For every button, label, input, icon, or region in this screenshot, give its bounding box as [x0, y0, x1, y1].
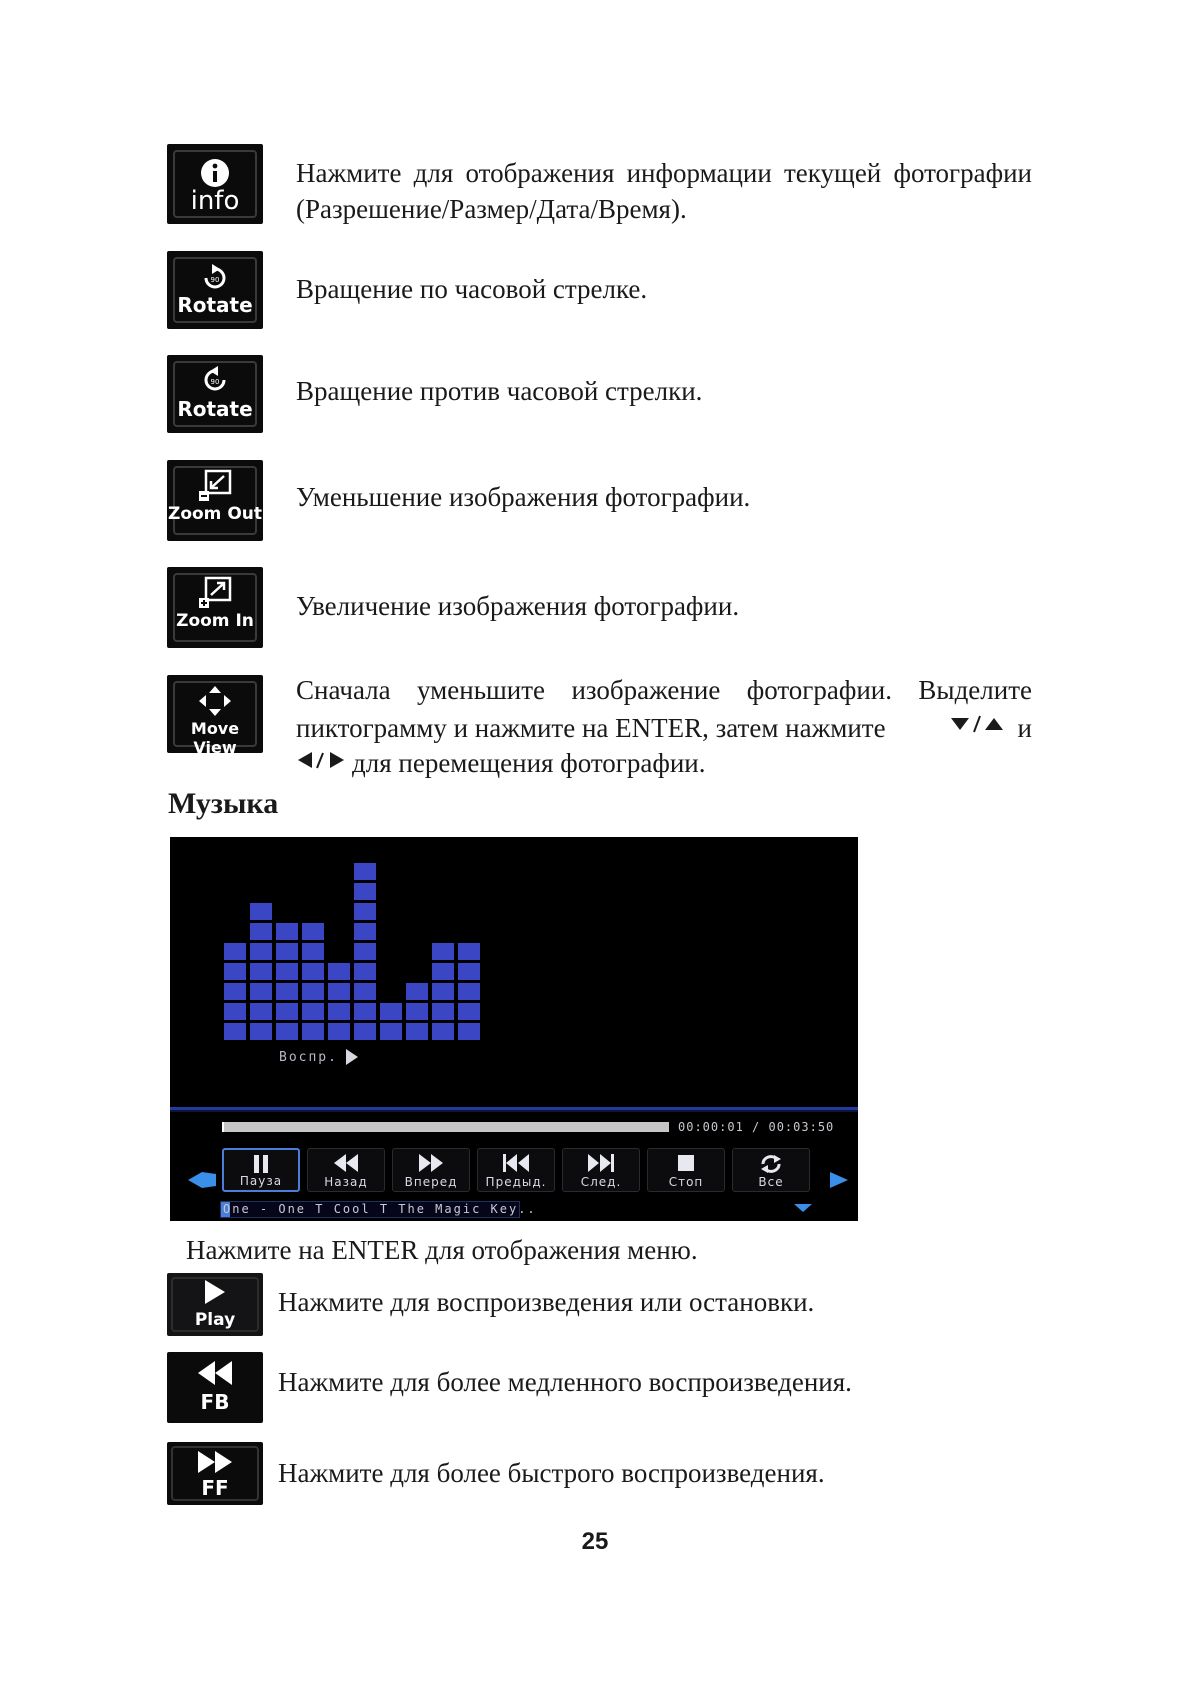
zoom-in-label: Zoom In [176, 611, 254, 631]
equalizer-cell [458, 963, 480, 980]
move-view-description-line1: Сначала уменьшите изображение фотографии. Выделите [296, 675, 1032, 705]
repeat-label: Все [758, 1175, 784, 1189]
equalizer [224, 837, 484, 1047]
rewind-button[interactable] [307, 1148, 385, 1192]
equalizer-cell [250, 983, 272, 1000]
track-name-bar[interactable] [220, 1201, 537, 1218]
equalizer-cell [302, 1023, 324, 1040]
repeat-button[interactable] [732, 1148, 810, 1192]
repeat-icon [759, 1154, 783, 1174]
equalizer-cell [406, 1003, 428, 1020]
zoom-in-button[interactable] [167, 567, 263, 648]
progress-track[interactable] [222, 1122, 669, 1132]
scroll-left-icon[interactable] [188, 1170, 216, 1190]
equalizer-cell [432, 1003, 454, 1020]
rotate-clockwise-button[interactable] [167, 251, 263, 329]
equalizer-cell [250, 1023, 272, 1040]
equalizer-cell [224, 1023, 246, 1040]
equalizer-cell [328, 963, 350, 980]
rotate-clockwise-icon [198, 263, 232, 293]
next-button[interactable] [562, 1148, 640, 1192]
equalizer-cell [406, 983, 428, 1000]
move-view-icon [195, 684, 235, 718]
play-description: Нажмите для воспроизведения или остановки. [278, 1287, 815, 1317]
equalizer-cell [224, 983, 246, 1000]
equalizer-cell [432, 963, 454, 980]
rewind-label: Назад [324, 1175, 368, 1189]
zoom-out-description: Уменьшение изображения фотографии. [296, 482, 751, 512]
equalizer-cell [250, 903, 272, 920]
play-button[interactable] [167, 1273, 263, 1336]
fast-forward-description: Нажмите для более быстрого воспроизведения. [278, 1458, 825, 1488]
equalizer-cell [302, 923, 324, 940]
equalizer-cell [432, 983, 454, 1000]
page-number: 25 [581, 1528, 609, 1555]
ff-label: FF [201, 1476, 229, 1500]
move-view-text-c: для перемещения фотографии. [352, 748, 706, 778]
equalizer-cell [458, 1023, 480, 1040]
svg-text:90: 90 [210, 378, 220, 386]
equalizer-cell [354, 903, 376, 920]
rotate-counterclockwise-icon [198, 365, 232, 395]
fast-backward-button[interactable] [167, 1352, 263, 1423]
equalizer-cell [458, 943, 480, 960]
info-button[interactable] [167, 144, 263, 224]
scroll-right-icon[interactable] [828, 1170, 850, 1190]
fast-forward-button[interactable] [167, 1442, 263, 1505]
equalizer-cell [432, 1023, 454, 1040]
equalizer-cell [354, 923, 376, 940]
move-view-button[interactable] [167, 675, 263, 757]
left-right-arrows-icon [296, 751, 350, 773]
play-icon [204, 1279, 226, 1305]
zoom-out-label: Zoom Out [168, 504, 262, 524]
scroll-down-icon[interactable] [794, 1204, 812, 1212]
info-label: info [190, 186, 240, 216]
equalizer-cell [354, 883, 376, 900]
equalizer-cell [328, 983, 350, 1000]
zoom-in-icon [197, 576, 233, 610]
equalizer-cell [380, 1023, 402, 1040]
forward-button[interactable] [392, 1148, 470, 1192]
zoom-in-description: Увеличение изображения фотографии. [296, 591, 740, 621]
move-view-text-b: и [1017, 713, 1032, 743]
equalizer-cell [354, 943, 376, 960]
equalizer-cell [276, 983, 298, 1000]
fast-forward-icon [418, 1154, 444, 1172]
track-name: One - One T Cool T The Magic Key.. [223, 1202, 537, 1216]
equalizer-cell [276, 1003, 298, 1020]
equalizer-cell [302, 1003, 324, 1020]
forward-label: Вперед [404, 1175, 458, 1189]
equalizer-cell [354, 1023, 376, 1040]
previous-track-icon [502, 1154, 530, 1172]
equalizer-cell [276, 963, 298, 980]
equalizer-cell [250, 1003, 272, 1020]
move-view-label: Move View [190, 719, 240, 757]
rotate-label: Rotate [177, 397, 253, 421]
rewind-icon [333, 1154, 359, 1172]
music-heading: Музыка [168, 787, 279, 820]
zoom-out-icon [197, 469, 233, 503]
equalizer-cell [302, 963, 324, 980]
equalizer-cell [276, 923, 298, 940]
equalizer-cell [354, 983, 376, 1000]
divider-shadow [170, 1110, 858, 1112]
equalizer-cell [458, 983, 480, 1000]
equalizer-cell [458, 1003, 480, 1020]
next-label: След. [580, 1175, 622, 1189]
equalizer-cell [224, 943, 246, 960]
svg-text:90: 90 [210, 276, 220, 284]
enter-note: Нажмите на ENTER для отображения меню. [186, 1235, 698, 1265]
pause-label: Пауза [239, 1174, 283, 1188]
equalizer-cell [328, 1003, 350, 1020]
equalizer-cell [380, 1003, 402, 1020]
progress-fill [222, 1122, 224, 1132]
equalizer-cell [406, 1023, 428, 1040]
info-icon [199, 157, 231, 189]
equalizer-cell [354, 963, 376, 980]
equalizer-cell [276, 1023, 298, 1040]
equalizer-cell [432, 943, 454, 960]
previous-label: Предыд. [485, 1175, 547, 1189]
play-status-icon [344, 1048, 360, 1066]
play-label: Play [194, 1310, 236, 1330]
equalizer-cell [302, 983, 324, 1000]
pause-button[interactable] [222, 1148, 300, 1192]
equalizer-cell [250, 963, 272, 980]
info-description: Нажмите для отображения информации текущей фотографии (Разрешение/Размер/Дата/Время). [296, 158, 1032, 224]
fast-backward-icon [197, 1360, 233, 1386]
rotate-label: Rotate [177, 293, 253, 317]
music-player-screen [170, 837, 858, 1221]
move-view-text-a: пиктограмму и нажмите на ENTER, затем нажмите [296, 713, 886, 743]
equalizer-cell [250, 943, 272, 960]
move-view-description-line2 [296, 710, 1032, 746]
previous-button[interactable] [477, 1148, 555, 1192]
stop-button[interactable] [647, 1148, 725, 1192]
pause-icon [250, 1155, 272, 1173]
equalizer-cell [354, 863, 376, 880]
stop-label: Стоп [668, 1175, 704, 1189]
zoom-out-button[interactable] [167, 460, 263, 541]
equalizer-cell [302, 943, 324, 960]
status-label: Воспр. [279, 1050, 338, 1065]
rotate-counterclockwise-button[interactable] [167, 355, 263, 433]
fb-label: FB [200, 1390, 230, 1414]
equalizer-cell [224, 963, 246, 980]
equalizer-cell [276, 943, 298, 960]
rotate-counterclockwise-description: Вращение против часовой стрелки. [296, 376, 703, 406]
fast-forward-icon [197, 1450, 233, 1474]
time-readout: 00:00:01 / 00:03:50 [678, 1120, 835, 1134]
equalizer-cell [328, 1023, 350, 1040]
equalizer-cell [354, 1003, 376, 1020]
stop-icon [677, 1154, 695, 1172]
equalizer-cell [224, 1003, 246, 1020]
down-up-arrows-icon [949, 714, 1007, 736]
equalizer-cell [250, 923, 272, 940]
fast-backward-description: Нажмите для более медленного воспроизведения. [278, 1367, 852, 1397]
rotate-clockwise-description: Вращение по часовой стрелке. [296, 274, 648, 304]
next-track-icon [587, 1154, 615, 1172]
